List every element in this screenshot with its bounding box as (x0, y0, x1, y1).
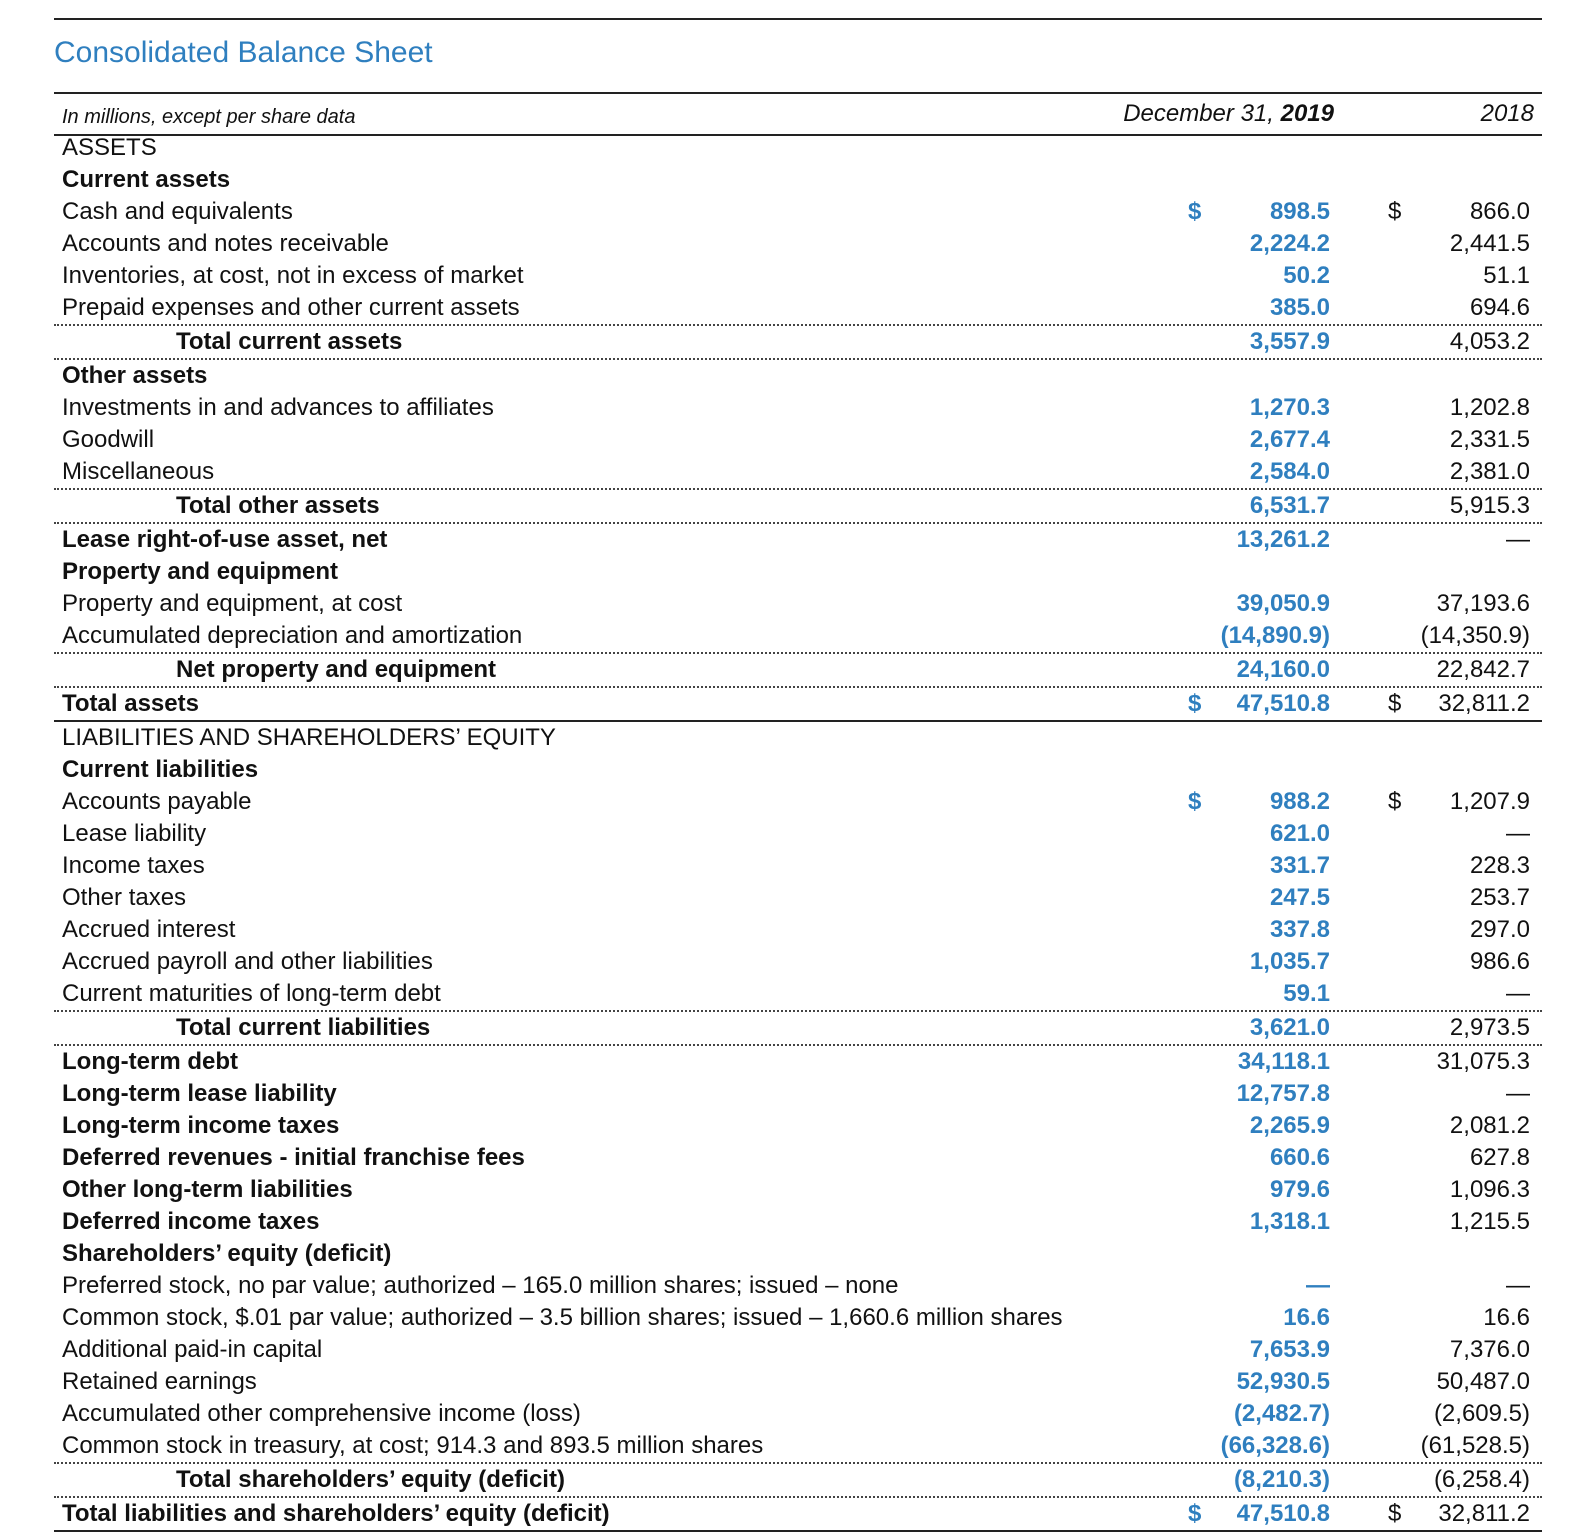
table-row (54, 456, 1542, 490)
table-row (54, 588, 1542, 620)
currency-symbol-2018: $ (1388, 1500, 1402, 1527)
row-label: Preferred stock, no par value; authorized – 165.0 million shares; issued – none (62, 1272, 899, 1299)
table-row (54, 1078, 1542, 1110)
row-label: Deferred income taxes (62, 1208, 320, 1235)
column-header-date: December 31, (1123, 100, 1274, 127)
currency-symbol-2018: $ (1388, 788, 1402, 815)
row-label: Miscellaneous (62, 458, 215, 485)
value-2019: (8,210.3) (1233, 1466, 1330, 1493)
table-row (54, 754, 1542, 786)
value-2019: 24,160.0 (1236, 656, 1330, 683)
value-2018: 297.0 (1469, 916, 1530, 943)
value-2019: (66,328.6) (1220, 1432, 1330, 1459)
value-2018: 2,081.2 (1449, 1112, 1530, 1139)
value-2019: 47,510.8 (1236, 690, 1330, 717)
value-2018: 253.7 (1469, 884, 1530, 911)
value-2019: 50.2 (1283, 262, 1330, 289)
row-label: Current maturities of long-term debt (62, 980, 441, 1007)
value-2019: 47,510.8 (1236, 1500, 1330, 1527)
value-2018: 31,075.3 (1436, 1048, 1530, 1075)
table-row (54, 978, 1542, 1012)
row-label: Accumulated depreciation and amortization (62, 622, 523, 649)
value-2019: 1,035.7 (1249, 948, 1330, 975)
row-label: Goodwill (62, 426, 155, 453)
row-label: ASSETS (62, 134, 157, 161)
value-2019: 988.2 (1269, 788, 1330, 815)
table-row (54, 196, 1542, 228)
value-2018: 32,811.2 (1438, 690, 1530, 717)
value-2018: (2,609.5) (1433, 1400, 1530, 1427)
row-label: Additional paid-in capital (62, 1336, 323, 1363)
table-row (54, 914, 1542, 946)
value-2018: 51.1 (1483, 262, 1530, 289)
value-2019: (14,890.9) (1220, 622, 1330, 649)
table-row (54, 1142, 1542, 1174)
table-row (54, 392, 1542, 424)
table-row (54, 1046, 1542, 1078)
table-row (54, 1366, 1542, 1398)
value-2018: 694.6 (1469, 294, 1530, 321)
row-label: Current liabilities (62, 756, 259, 783)
table-row (54, 1334, 1542, 1366)
value-2019: 385.0 (1269, 294, 1330, 321)
value-2019: — (1306, 1272, 1330, 1299)
row-label: Shareholders’ equity (deficit) (62, 1240, 392, 1267)
row-label: Long-term debt (62, 1048, 238, 1075)
table-row (54, 164, 1542, 196)
row-label: Lease liability (62, 820, 207, 847)
table-row (54, 946, 1542, 978)
value-2018: (14,350.9) (1420, 622, 1530, 649)
value-2018: 866.0 (1469, 198, 1530, 225)
currency-symbol-2018: $ (1388, 198, 1402, 225)
table-row (54, 556, 1542, 588)
row-label: Accounts and notes receivable (62, 230, 389, 257)
value-2018: (6,258.4) (1433, 1466, 1530, 1493)
value-2019: 621.0 (1269, 820, 1330, 847)
table-row (54, 132, 1542, 164)
table-row (54, 1430, 1542, 1464)
value-2019: 979.6 (1269, 1176, 1330, 1203)
value-2019: (2,482.7) (1233, 1400, 1330, 1427)
value-2019: 337.8 (1269, 916, 1330, 943)
balance-sheet-table (54, 132, 1542, 1532)
table-row (54, 654, 1542, 688)
row-label: Income taxes (62, 852, 205, 879)
value-2018: 2,331.5 (1449, 426, 1530, 453)
table-row (54, 424, 1542, 456)
value-2019: 1,270.3 (1249, 394, 1330, 421)
column-header-2018: 2018 (1480, 100, 1534, 127)
table-row (54, 1012, 1542, 1046)
table-row (54, 1398, 1542, 1430)
row-label: Other assets (62, 362, 208, 389)
value-2018: 228.3 (1469, 852, 1530, 879)
value-2018: 986.6 (1469, 948, 1530, 975)
table-row (54, 688, 1542, 722)
table-row (54, 292, 1542, 326)
row-label: Other long-term liabilities (62, 1176, 353, 1203)
column-header-year-2019: 2019 (1280, 100, 1334, 127)
value-2018: 1,207.9 (1449, 788, 1530, 815)
value-2019: 59.1 (1283, 980, 1330, 1007)
value-2018: 2,441.5 (1449, 230, 1530, 257)
value-2018: — (1506, 820, 1530, 847)
units-note: In millions, except per share data (62, 106, 356, 128)
value-2018: 627.8 (1469, 1144, 1530, 1171)
table-row (54, 1238, 1542, 1270)
value-2018: — (1506, 980, 1530, 1007)
row-label: Inventories, at cost, not in excess of market (62, 262, 524, 289)
row-label: Accumulated other comprehensive income (loss) (62, 1400, 581, 1427)
value-2019: 12,757.8 (1236, 1080, 1330, 1107)
value-2019: 52,930.5 (1236, 1368, 1330, 1395)
value-2018: 37,193.6 (1436, 590, 1530, 617)
row-label: Long-term lease liability (62, 1080, 337, 1107)
currency-symbol-2019: $ (1188, 788, 1202, 815)
value-2019: 39,050.9 (1236, 590, 1330, 617)
table-row (54, 260, 1542, 292)
currency-symbol-2018: $ (1388, 690, 1402, 717)
table-row (54, 1270, 1542, 1302)
value-2019: 34,118.1 (1237, 1048, 1330, 1075)
page-title: Consolidated Balance Sheet (54, 36, 433, 69)
row-label: Prepaid expenses and other current assets (62, 294, 520, 321)
row-label: Total liabilities and shareholders’ equity (deficit) (62, 1500, 610, 1527)
table-row (54, 326, 1542, 360)
value-2018: 32,811.2 (1438, 1500, 1530, 1527)
value-2019: 2,677.4 (1249, 426, 1330, 453)
table-row (54, 360, 1542, 392)
table-row (54, 1174, 1542, 1206)
row-label: Current assets (62, 166, 231, 193)
table-row (54, 1302, 1542, 1334)
value-2018: 22,842.7 (1436, 656, 1530, 683)
row-label: Property and equipment (62, 558, 339, 585)
row-label: Accrued interest (62, 916, 236, 943)
value-2019: 3,621.0 (1249, 1014, 1330, 1041)
value-2018: 1,215.5 (1449, 1208, 1530, 1235)
value-2019: 2,224.2 (1249, 230, 1330, 257)
value-2018: 1,096.3 (1449, 1176, 1530, 1203)
table-row (54, 1206, 1542, 1238)
value-2019: 6,531.7 (1249, 492, 1330, 519)
table-row (54, 882, 1542, 914)
value-2018: 4,053.2 (1449, 328, 1530, 355)
table-row (54, 620, 1542, 654)
value-2019: 7,653.9 (1249, 1336, 1330, 1363)
column-header-2019 (1123, 100, 1334, 128)
row-label: Total other assets (176, 492, 380, 519)
value-2019: 1,318.1 (1249, 1208, 1330, 1235)
table-row (54, 818, 1542, 850)
value-2018: 5,915.3 (1449, 492, 1530, 519)
value-2018: 2,381.0 (1449, 458, 1530, 485)
row-label: Cash and equivalents (62, 198, 293, 225)
table-row (54, 524, 1542, 556)
value-2019: 247.5 (1269, 884, 1330, 911)
value-2019: 3,557.9 (1249, 328, 1330, 355)
table-row (54, 850, 1542, 882)
row-label: Total shareholders’ equity (deficit) (176, 1466, 565, 1493)
row-label: Accrued payroll and other liabilities (62, 948, 433, 975)
row-label: Property and equipment, at cost (62, 590, 403, 617)
value-2019: 16.6 (1283, 1304, 1330, 1331)
table-row (54, 786, 1542, 818)
row-label: Total assets (62, 690, 199, 717)
table-row (54, 1498, 1542, 1532)
top-rule (54, 18, 1542, 20)
value-2018: — (1506, 1272, 1530, 1299)
value-2019: 331.7 (1269, 852, 1330, 879)
table-row (54, 490, 1542, 524)
table-header (54, 92, 1542, 136)
row-label: Total current assets (176, 328, 403, 355)
row-label: Common stock, $.01 par value; authorized – 3.5 billion shares; issued – 1,660.6 million shares (62, 1304, 1063, 1331)
value-2018: 7,376.0 (1449, 1336, 1530, 1363)
row-label: Lease right-of-use asset, net (62, 526, 388, 553)
row-label: Deferred revenues - initial franchise fees (62, 1144, 525, 1171)
row-label: Investments in and advances to affiliates (62, 394, 494, 421)
value-2018: 50,487.0 (1436, 1368, 1530, 1395)
currency-symbol-2019: $ (1188, 690, 1202, 717)
value-2019: 2,584.0 (1249, 458, 1330, 485)
row-label: Common stock in treasury, at cost; 914.3 and 893.5 million shares (62, 1432, 764, 1459)
value-2019: 660.6 (1269, 1144, 1330, 1171)
value-2018: 16.6 (1483, 1304, 1530, 1331)
value-2019: 13,261.2 (1236, 526, 1330, 553)
row-label: Total current liabilities (176, 1014, 431, 1041)
value-2018: (61,528.5) (1420, 1432, 1530, 1459)
row-label: Other taxes (62, 884, 187, 911)
currency-symbol-2019: $ (1188, 1500, 1202, 1527)
value-2018: — (1506, 526, 1530, 553)
value-2018: 1,202.8 (1449, 394, 1530, 421)
row-label: Retained earnings (62, 1368, 257, 1395)
value-2019: 2,265.9 (1249, 1112, 1330, 1139)
value-2019: 898.5 (1269, 198, 1330, 225)
table-row (54, 228, 1542, 260)
table-row (54, 1110, 1542, 1142)
row-label: Accounts payable (62, 788, 252, 815)
table-row (54, 1464, 1542, 1498)
currency-symbol-2019: $ (1188, 198, 1202, 225)
row-label: LIABILITIES AND SHAREHOLDERS’ EQUITY (62, 724, 556, 751)
row-label: Long-term income taxes (62, 1112, 340, 1139)
row-label: Net property and equipment (176, 656, 497, 683)
value-2018: — (1506, 1080, 1530, 1107)
table-row (54, 722, 1542, 754)
value-2018: 2,973.5 (1449, 1014, 1530, 1041)
